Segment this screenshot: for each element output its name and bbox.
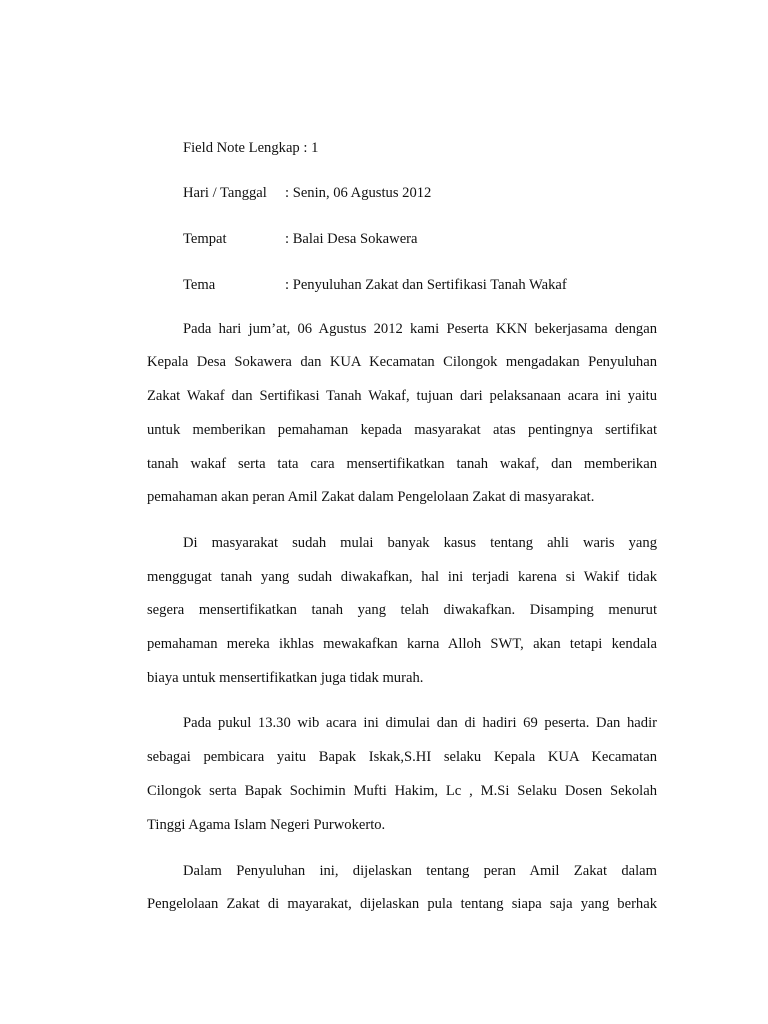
paragraph-line: pemahaman mereka ikhlas mewakafkan karna Alloh SWT, akan tetapi kendala bbox=[147, 636, 657, 652]
field-label-place: Tempat bbox=[183, 231, 227, 247]
paragraph-line: Pengelolaan Zakat di mayarakat, dijelaskan pula tentang siapa saja yang berhak bbox=[147, 896, 657, 912]
field-value-theme: : Penyuluhan Zakat dan Sertifikasi Tanah Wakaf bbox=[285, 277, 567, 293]
paragraph-line: Pada hari jum’at, 06 Agustus 2012 kami Peserta KKN bekerjasama dengan bbox=[183, 321, 657, 337]
paragraph-line: Zakat Wakaf dan Sertifikasi Tanah Wakaf, tujuan dari pelaksanaan acara ini yaitu bbox=[147, 388, 657, 404]
paragraph-line: segera mensertifikatkan tanah yang telah diwakafkan. Disamping menurut bbox=[147, 602, 657, 618]
paragraph-line: tanah wakaf serta tata cara mensertifikatkan tanah wakaf, dan memberikan bbox=[147, 456, 657, 472]
paragraph-line: biaya untuk mensertifikatkan juga tidak murah. bbox=[147, 670, 424, 686]
paragraph-line: Dalam Penyuluhan ini, dijelaskan tentang peran Amil Zakat dalam bbox=[183, 863, 657, 879]
paragraph-line: pemahaman akan peran Amil Zakat dalam Pengelolaan Zakat di masyarakat. bbox=[147, 489, 595, 505]
field-note-title: Field Note Lengkap : 1 bbox=[183, 140, 319, 156]
paragraph-line: Pada pukul 13.30 wib acara ini dimulai dan di hadiri 69 peserta. Dan hadir bbox=[183, 715, 657, 731]
field-label-theme: Tema bbox=[183, 277, 216, 293]
paragraph-line: Tinggi Agama Islam Negeri Purwokerto. bbox=[147, 817, 386, 833]
paragraph-line: Di masyarakat sudah mulai banyak kasus tentang ahli waris yang bbox=[183, 535, 657, 551]
field-label-date: Hari / Tanggal bbox=[183, 185, 267, 201]
paragraph-line: sebagai pembicara yaitu Bapak Iskak,S.HI selaku Kepala KUA Kecamatan bbox=[147, 749, 657, 765]
field-value-place: : Balai Desa Sokawera bbox=[285, 231, 418, 247]
field-value-date: : Senin, 06 Agustus 2012 bbox=[285, 185, 432, 201]
paragraph-line: Kepala Desa Sokawera dan KUA Kecamatan Cilongok mengadakan Penyuluhan bbox=[147, 354, 657, 370]
paragraph-line: Cilongok serta Bapak Sochimin Mufti Hakim, Lc , M.Si Selaku Dosen Sekolah bbox=[147, 783, 657, 799]
paragraph-line: menggugat tanah yang sudah diwakafkan, hal ini terjadi karena si Wakif tidak bbox=[147, 569, 657, 585]
paragraph-line: untuk memberikan pemahaman kepada masyarakat atas pentingnya sertifikat bbox=[147, 422, 657, 438]
